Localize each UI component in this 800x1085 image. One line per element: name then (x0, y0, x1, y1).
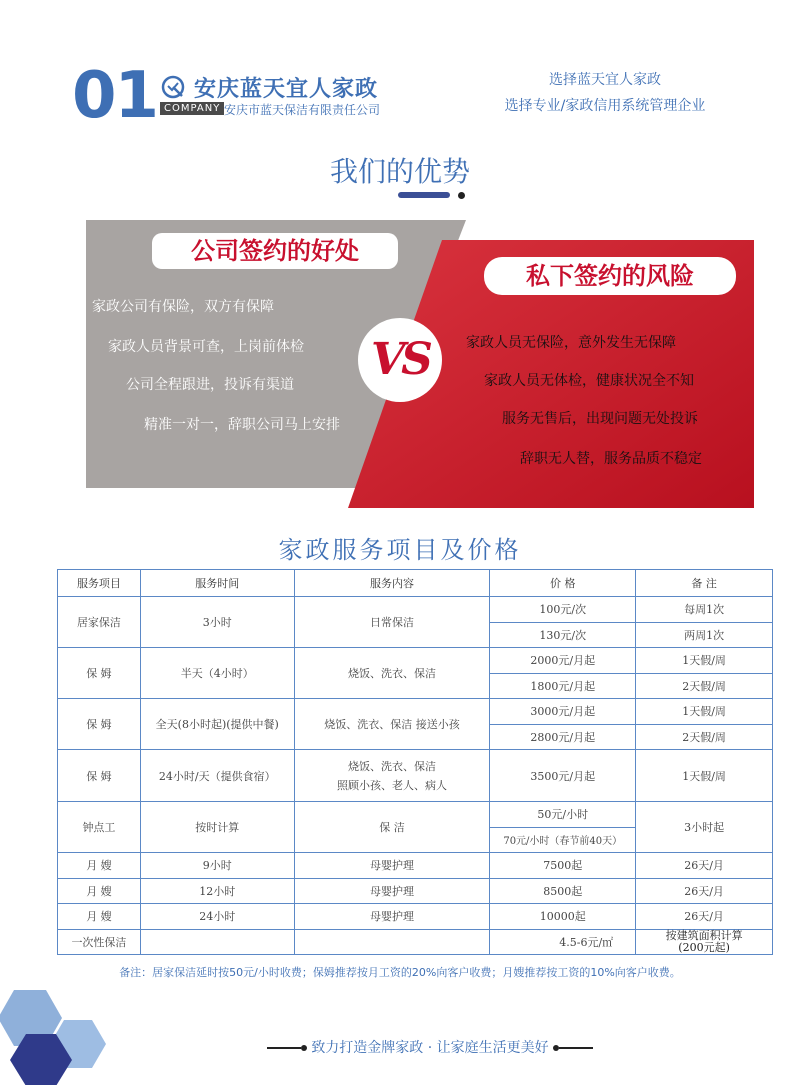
cell-item: 月 嫂 (58, 878, 141, 904)
cell-note: 每周1次 (636, 597, 773, 623)
cell-note: 2天假/周 (636, 673, 773, 699)
title-underline (398, 192, 450, 198)
slogan-dot-left (301, 1045, 307, 1051)
cell-note: 3小时起 (636, 802, 773, 853)
logo-icon (160, 74, 186, 100)
cell-time: 3小时 (140, 597, 294, 648)
risk-item: 服务无售后，出现问题无处投诉 (502, 411, 698, 427)
private-contract-badge: 私下签约的风险 (484, 257, 736, 295)
cell-note: 26天/月 (636, 904, 773, 930)
slogan-line-left (267, 1047, 301, 1049)
cell-time: 12小时 (140, 878, 294, 904)
note-line-2: (200元起) (678, 940, 730, 954)
header-cell: 服务项目 (58, 570, 141, 597)
cell-price: 7500起 (490, 853, 636, 879)
cell-note (636, 929, 773, 955)
benefit-item: 家政公司有保险，双方有保障 (92, 299, 274, 315)
cell-price: 130元/次 (490, 622, 636, 648)
comparison-panel (86, 220, 756, 510)
cell-time: 全天(8小时起)(提供中餐) (140, 699, 294, 750)
cell-item: 居家保洁 (58, 597, 141, 648)
cell-price: 8500起 (490, 878, 636, 904)
section-number: 01 (72, 59, 158, 133)
cell-content: 母婴护理 (294, 853, 490, 879)
table-footnote: 备注：居家保洁延时按50元/小时收费；保姆推荐按月工资的20%向客户收费；月嫂推荐按工资的10%向客户收费。 (119, 966, 681, 979)
tagline-1: 选择蓝天宜人家政 (549, 72, 661, 88)
cell-note: 26天/月 (636, 853, 773, 879)
cell-item: 保 姆 (58, 699, 141, 750)
cell-content: 烧饭、洗衣、保洁 接送小孩 (294, 699, 490, 750)
tagline-2: 选择专业/家政信用系统管理企业 (504, 98, 706, 114)
content-line-1: 烧饭、洗衣、保洁 (347, 759, 436, 773)
cell-content: 保 洁 (294, 802, 490, 853)
title-dot (458, 192, 465, 199)
benefit-item: 家政人员背景可查，上岗前体检 (108, 339, 304, 355)
cell-time: 半天（4小时） (140, 648, 294, 699)
cell-item: 月 嫂 (58, 904, 141, 930)
benefit-item: 公司全程跟进，投诉有渠道 (126, 377, 294, 393)
risk-item: 家政人员无体检，健康状况全不知 (484, 373, 694, 389)
cell-price: 2000元/月起 (490, 648, 636, 674)
brand-title: 安庆蓝天宜人家政 (194, 77, 379, 102)
table-row (58, 597, 773, 623)
cell-time: 24小时/天（提供食宿） (140, 750, 294, 802)
note-line-1: 按建筑面积计算 (665, 928, 743, 942)
cell-time: 9小时 (140, 853, 294, 879)
table-row (58, 853, 773, 879)
table-row (58, 750, 773, 802)
cell-price: 3000元/月起 (490, 699, 636, 725)
header-cell: 服务内容 (294, 570, 490, 597)
cell-price: 100元/次 (490, 597, 636, 623)
risk-item: 家政人员无保险，意外发生无保障 (466, 335, 676, 351)
cell-content (294, 929, 490, 955)
slogan-line-right (559, 1047, 593, 1049)
cell-price: 70元/小时（春节前40天） (490, 827, 636, 853)
cell-item: 保 姆 (58, 750, 141, 802)
table-row (58, 648, 773, 674)
header-cell: 服务时间 (140, 570, 294, 597)
advantages-title: 我们的优势 (329, 155, 470, 188)
table-row (58, 878, 773, 904)
company-tag: COMPANY (160, 102, 224, 115)
cell-note: 2天假/周 (636, 724, 773, 750)
cell-note: 1天假/周 (636, 699, 773, 725)
cell-price: 3500元/月起 (490, 750, 636, 802)
footer-slogan (0, 1037, 800, 1057)
cell-item: 月 嫂 (58, 853, 141, 879)
slogan-text: 致力打造金牌家政 · 让家庭生活更美好 (311, 1040, 549, 1056)
cell-content: 母婴护理 (294, 878, 490, 904)
cell-price: 1800元/月起 (490, 673, 636, 699)
company-contract-badge: 公司签约的好处 (152, 233, 398, 269)
cell-content (294, 750, 490, 802)
header-cell: 备 注 (636, 570, 773, 597)
cell-price: 2800元/月起 (490, 724, 636, 750)
cell-note: 26天/月 (636, 878, 773, 904)
table-row (58, 802, 773, 828)
company-name: 安庆市蓝天保洁有限责任公司 (224, 103, 381, 117)
services-title: 家政服务项目及价格 (278, 536, 522, 564)
cell-item: 保 姆 (58, 648, 141, 699)
cell-price: 4.5-6元/㎡ (490, 929, 636, 955)
services-table (57, 569, 773, 955)
header-cell: 价 格 (490, 570, 636, 597)
risk-item: 辞职无人替，服务品质不稳定 (520, 451, 702, 467)
table-header-row (58, 570, 773, 597)
cell-price: 50元/小时 (490, 802, 636, 828)
cell-price: 10000起 (490, 904, 636, 930)
content-line-2: 照顾小孩、老人、病人 (336, 778, 447, 792)
benefit-item: 精准一对一，辞职公司马上安排 (144, 417, 340, 433)
vs-label: VS (371, 334, 429, 385)
cell-content: 日常保洁 (294, 597, 490, 648)
cell-content: 母婴护理 (294, 904, 490, 930)
cell-time (140, 929, 294, 955)
table-row (58, 904, 773, 930)
cell-content: 烧饭、洗衣、保洁 (294, 648, 490, 699)
cell-time: 24小时 (140, 904, 294, 930)
table-row (58, 929, 773, 955)
cell-item: 一次性保洁 (58, 929, 141, 955)
cell-note: 1天假/周 (636, 750, 773, 802)
cell-note: 1天假/周 (636, 648, 773, 674)
table-row (58, 699, 773, 725)
cell-item: 钟点工 (58, 802, 141, 853)
cell-note: 两周1次 (636, 622, 773, 648)
cell-time: 按时计算 (140, 802, 294, 853)
